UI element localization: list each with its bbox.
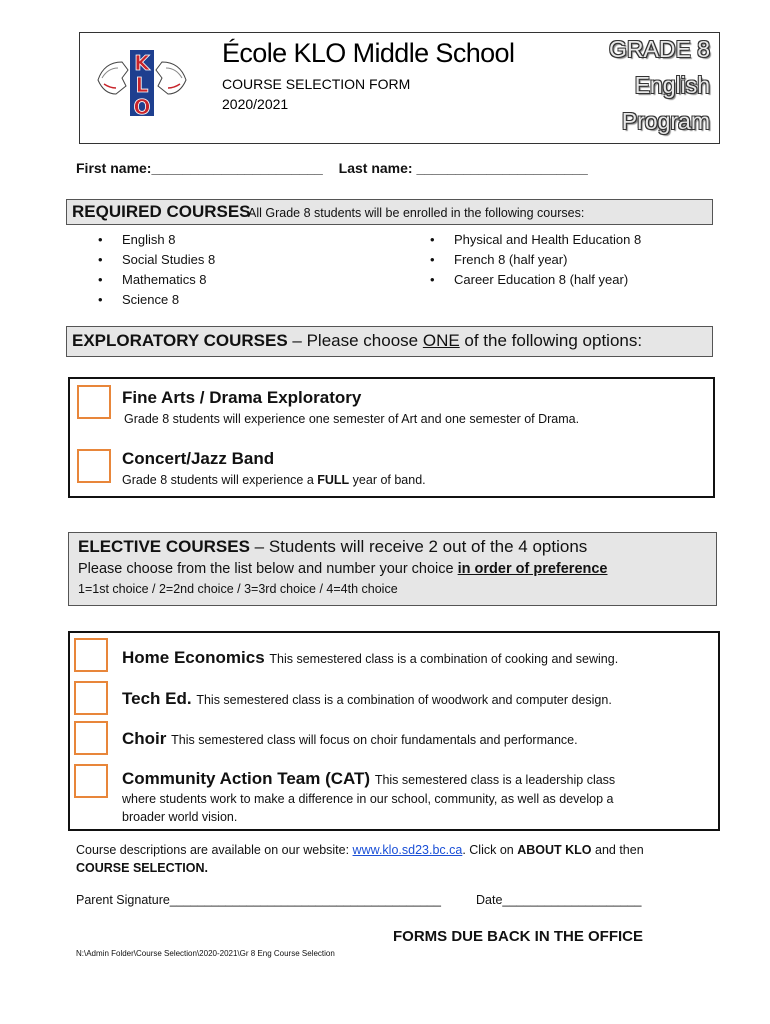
- program-label: Program: [621, 108, 710, 134]
- list-item: • Physical and Health Education 8: [430, 230, 641, 250]
- fine-arts-description: Grade 8 students will experience one semester of Art and one semester of Drama.: [124, 412, 580, 426]
- grade-label: GRADE 8: [609, 36, 710, 62]
- file-path: N:\Admin Folder\Course Selection\2020-2021\Gr 8 Eng Course Selection: [76, 949, 335, 958]
- website-link[interactable]: www.klo.sd23.bc.ca: [352, 843, 463, 857]
- exploratory-courses-title: EXPLORATORY COURSES – Please choose ONE of the following options:: [72, 331, 643, 350]
- cat-rank-box[interactable]: [74, 764, 108, 798]
- date-field[interactable]: Date____________________: [476, 893, 642, 907]
- band-title: Concert/Jazz Band: [122, 449, 275, 468]
- last-name-field[interactable]: Last name: ______________________: [338, 160, 588, 176]
- bullet-icon: •: [98, 292, 103, 307]
- choice-ranking-legend: 1=1st choice / 2=2nd choice / 3=3rd choice / 4=4th choice: [78, 582, 398, 596]
- cat-option: Community Action Team (CAT) This semestered class is a leadership class: [122, 769, 616, 788]
- elective-instructions: Please choose from the list below and number your choice in order of preference: [78, 561, 608, 577]
- list-item: • Career Education 8 (half year): [430, 270, 641, 290]
- required-courses-description: All Grade 8 students will be enrolled in the following courses:: [248, 206, 585, 220]
- fine-arts-title: Fine Arts / Drama Exploratory: [122, 388, 362, 407]
- elective-courses-title: ELECTIVE COURSES – Students will receive 2 out of the 4 options: [78, 537, 588, 556]
- school-logo: [96, 48, 188, 118]
- required-courses-title: REQUIRED COURSES: [72, 202, 251, 221]
- list-item: • Mathematics 8: [98, 270, 215, 290]
- svg-text:L: L: [135, 73, 149, 97]
- home-economics-option: Home Economics This semestered class is a combination of cooking and sewing.: [122, 648, 619, 667]
- name-fields-row: [76, 160, 600, 176]
- svg-text:K: K: [134, 51, 150, 75]
- band-checkbox[interactable]: [77, 449, 111, 483]
- tech-ed-option: Tech Ed. This semestered class is a combination of woodwork and computer design.: [122, 689, 612, 708]
- form-year: 2020/2021: [222, 96, 289, 112]
- cat-description-line3: broader world vision.: [122, 810, 238, 824]
- svg-text:O: O: [133, 95, 151, 118]
- program-language: English: [634, 72, 710, 98]
- bullet-icon: •: [98, 272, 103, 287]
- band-description: Grade 8 students will experience a FULL year of band.: [122, 473, 426, 487]
- list-item: • Science 8: [98, 290, 215, 310]
- forms-due-notice: FORMS DUE BACK IN THE OFFICE: [393, 928, 643, 945]
- form-title: COURSE SELECTION FORM: [222, 76, 411, 92]
- course-selection-note: COURSE SELECTION.: [76, 861, 208, 875]
- first-name-field[interactable]: First name:______________________: [76, 160, 323, 176]
- bullet-icon: •: [98, 252, 103, 267]
- bullet-icon: •: [430, 252, 435, 267]
- cat-description-line2: where students work to make a difference in our school, community, as well as develop a: [122, 792, 614, 806]
- tech-ed-rank-box[interactable]: [74, 681, 108, 715]
- required-courses-list-left: [98, 230, 215, 310]
- school-name: École KLO Middle School: [222, 38, 515, 68]
- list-item: • Social Studies 8: [98, 250, 215, 270]
- home-economics-rank-box[interactable]: [74, 638, 108, 672]
- bullet-icon: •: [430, 232, 435, 247]
- required-courses-list-right: [430, 230, 641, 290]
- list-item: • French 8 (half year): [430, 250, 641, 270]
- fine-arts-checkbox[interactable]: [77, 385, 111, 419]
- choir-option: Choir This semestered class will focus on choir fundamentals and performance.: [122, 729, 578, 748]
- course-description-note: Course descriptions are available on our website: www.klo.sd23.bc.ca. Click on ABOUT KLO and then: [76, 843, 644, 857]
- list-item: • English 8: [98, 230, 215, 250]
- parent-signature-field[interactable]: Parent Signature_______________________________________: [76, 893, 441, 907]
- bullet-icon: •: [98, 232, 103, 247]
- bullet-icon: •: [430, 272, 435, 287]
- choir-rank-box[interactable]: [74, 721, 108, 755]
